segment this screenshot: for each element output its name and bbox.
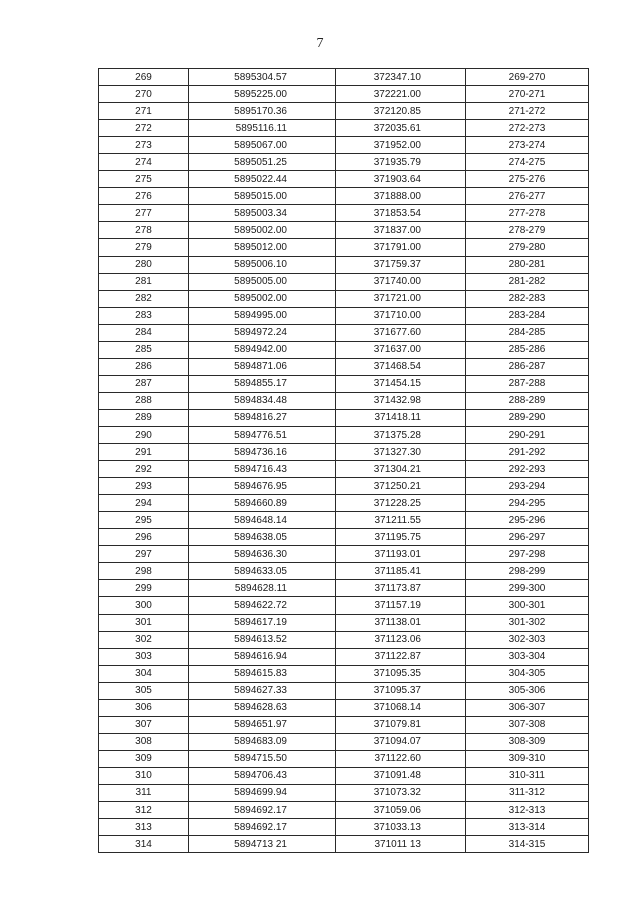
table-row — [99, 426, 589, 443]
y-coordinate-cell: 371122.87 — [336, 648, 466, 665]
segment-cell: 287-288 — [466, 375, 589, 392]
point-number-cell: 286 — [99, 358, 189, 375]
table-row — [99, 409, 589, 426]
segment-cell: 309-310 — [466, 750, 589, 767]
segment-cell: 294-295 — [466, 495, 589, 512]
point-number-cell: 284 — [99, 324, 189, 341]
table-row — [99, 733, 589, 750]
point-number-cell: 294 — [99, 495, 189, 512]
segment-cell: 293-294 — [466, 478, 589, 495]
point-number-cell: 276 — [99, 188, 189, 205]
table-row — [99, 750, 589, 767]
y-coordinate-cell: 372035.61 — [336, 120, 466, 137]
x-coordinate-cell: 5894816.27 — [189, 409, 336, 426]
x-coordinate-cell: 5894613.52 — [189, 631, 336, 648]
segment-cell: 313-314 — [466, 819, 589, 836]
x-coordinate-cell: 5894638.05 — [189, 529, 336, 546]
table-row — [99, 563, 589, 580]
table-row — [99, 716, 589, 733]
y-coordinate-cell: 371327.30 — [336, 444, 466, 461]
page-number: 7 — [316, 36, 324, 51]
table-row — [99, 171, 589, 188]
segment-cell: 276-277 — [466, 188, 589, 205]
table-row — [99, 324, 589, 341]
point-number-cell: 277 — [99, 205, 189, 222]
table-row — [99, 120, 589, 137]
point-number-cell: 300 — [99, 597, 189, 614]
coordinates-table-body — [99, 69, 589, 853]
y-coordinate-cell: 371952.00 — [336, 137, 466, 154]
y-coordinate-cell: 371185.41 — [336, 563, 466, 580]
y-coordinate-cell: 371791.00 — [336, 239, 466, 256]
x-coordinate-cell: 5894628.11 — [189, 580, 336, 597]
point-number-cell: 289 — [99, 409, 189, 426]
x-coordinate-cell: 5894706.43 — [189, 767, 336, 784]
segment-cell: 270-271 — [466, 86, 589, 103]
y-coordinate-cell: 371228.25 — [336, 495, 466, 512]
segment-cell: 292-293 — [466, 461, 589, 478]
x-coordinate-cell: 5895225.00 — [189, 86, 336, 103]
table-row — [99, 103, 589, 120]
x-coordinate-cell: 5895015.00 — [189, 188, 336, 205]
point-number-cell: 275 — [99, 171, 189, 188]
table-row — [99, 682, 589, 699]
table-row — [99, 222, 589, 239]
y-coordinate-cell: 371468.54 — [336, 358, 466, 375]
point-number-cell: 299 — [99, 580, 189, 597]
x-coordinate-cell: 5894651.97 — [189, 716, 336, 733]
table-row — [99, 256, 589, 273]
x-coordinate-cell: 5895170.36 — [189, 103, 336, 120]
y-coordinate-cell: 371123.06 — [336, 631, 466, 648]
table-row — [99, 580, 589, 597]
point-number-cell: 296 — [99, 529, 189, 546]
y-coordinate-cell: 371853.54 — [336, 205, 466, 222]
y-coordinate-cell: 371710.00 — [336, 307, 466, 324]
segment-cell: 300-301 — [466, 597, 589, 614]
table-row — [99, 836, 589, 853]
segment-cell: 272-273 — [466, 120, 589, 137]
x-coordinate-cell: 5895005.00 — [189, 273, 336, 290]
y-coordinate-cell: 371211.55 — [336, 512, 466, 529]
x-coordinate-cell: 5894628.63 — [189, 699, 336, 716]
x-coordinate-cell: 5894871.06 — [189, 358, 336, 375]
y-coordinate-cell: 371073.32 — [336, 784, 466, 801]
point-number-cell: 278 — [99, 222, 189, 239]
segment-cell: 297-298 — [466, 546, 589, 563]
y-coordinate-cell: 371138.01 — [336, 614, 466, 631]
y-coordinate-cell: 372347.10 — [336, 69, 466, 86]
y-coordinate-cell: 371095.37 — [336, 682, 466, 699]
y-coordinate-cell: 371195.75 — [336, 529, 466, 546]
x-coordinate-cell: 5894716.43 — [189, 461, 336, 478]
point-number-cell: 279 — [99, 239, 189, 256]
y-coordinate-cell: 371250.21 — [336, 478, 466, 495]
segment-cell: 302-303 — [466, 631, 589, 648]
table-row — [99, 546, 589, 563]
y-coordinate-cell: 371418.11 — [336, 409, 466, 426]
y-coordinate-cell: 371157.19 — [336, 597, 466, 614]
segment-cell: 274-275 — [466, 154, 589, 171]
table-row — [99, 290, 589, 307]
point-number-cell: 305 — [99, 682, 189, 699]
table-row — [99, 137, 589, 154]
table-row — [99, 69, 589, 86]
y-coordinate-cell: 371011 13 — [336, 836, 466, 853]
point-number-cell: 272 — [99, 120, 189, 137]
segment-cell: 269-270 — [466, 69, 589, 86]
y-coordinate-cell: 371094.07 — [336, 733, 466, 750]
x-coordinate-cell: 5894615.83 — [189, 665, 336, 682]
point-number-cell: 314 — [99, 836, 189, 853]
y-coordinate-cell: 371193.01 — [336, 546, 466, 563]
table-row — [99, 784, 589, 801]
x-coordinate-cell: 5894713 21 — [189, 836, 336, 853]
point-number-cell: 307 — [99, 716, 189, 733]
y-coordinate-cell: 371375.28 — [336, 426, 466, 443]
segment-cell: 271-272 — [466, 103, 589, 120]
x-coordinate-cell: 5894692.17 — [189, 819, 336, 836]
segment-cell: 310-311 — [466, 767, 589, 784]
table-row — [99, 614, 589, 631]
y-coordinate-cell: 371903.64 — [336, 171, 466, 188]
segment-cell: 281-282 — [466, 273, 589, 290]
point-number-cell: 308 — [99, 733, 189, 750]
point-number-cell: 281 — [99, 273, 189, 290]
point-number-cell: 301 — [99, 614, 189, 631]
segment-cell: 278-279 — [466, 222, 589, 239]
point-number-cell: 295 — [99, 512, 189, 529]
x-coordinate-cell: 5894636.30 — [189, 546, 336, 563]
table-row — [99, 631, 589, 648]
table-row — [99, 392, 589, 409]
table-row — [99, 767, 589, 784]
y-coordinate-cell: 371095.35 — [336, 665, 466, 682]
x-coordinate-cell: 5895012.00 — [189, 239, 336, 256]
point-number-cell: 302 — [99, 631, 189, 648]
point-number-cell: 310 — [99, 767, 189, 784]
x-coordinate-cell: 5895051.25 — [189, 154, 336, 171]
point-number-cell: 271 — [99, 103, 189, 120]
point-number-cell: 285 — [99, 341, 189, 358]
table-row — [99, 529, 589, 546]
point-number-cell: 290 — [99, 426, 189, 443]
table-row — [99, 358, 589, 375]
x-coordinate-cell: 5894633.05 — [189, 563, 336, 580]
y-coordinate-cell: 371122.60 — [336, 750, 466, 767]
table-row — [99, 802, 589, 819]
point-number-cell: 283 — [99, 307, 189, 324]
x-coordinate-cell: 5894627.33 — [189, 682, 336, 699]
segment-cell: 283-284 — [466, 307, 589, 324]
segment-cell: 314-315 — [466, 836, 589, 853]
segment-cell: 303-304 — [466, 648, 589, 665]
y-coordinate-cell: 371637.00 — [336, 341, 466, 358]
x-coordinate-cell: 5895002.00 — [189, 290, 336, 307]
table-row — [99, 461, 589, 478]
x-coordinate-cell: 5894995.00 — [189, 307, 336, 324]
segment-cell: 291-292 — [466, 444, 589, 461]
y-coordinate-cell: 371740.00 — [336, 273, 466, 290]
y-coordinate-cell: 371304.21 — [336, 461, 466, 478]
point-number-cell: 282 — [99, 290, 189, 307]
table-row — [99, 444, 589, 461]
point-number-cell: 309 — [99, 750, 189, 767]
x-coordinate-cell: 5895003.34 — [189, 205, 336, 222]
y-coordinate-cell: 371068.14 — [336, 699, 466, 716]
y-coordinate-cell: 372120.85 — [336, 103, 466, 120]
segment-cell: 311-312 — [466, 784, 589, 801]
segment-cell: 312-313 — [466, 802, 589, 819]
table-row — [99, 86, 589, 103]
y-coordinate-cell: 371033.13 — [336, 819, 466, 836]
table-row — [99, 205, 589, 222]
point-number-cell: 270 — [99, 86, 189, 103]
point-number-cell: 291 — [99, 444, 189, 461]
table-row — [99, 819, 589, 836]
y-coordinate-cell: 371837.00 — [336, 222, 466, 239]
x-coordinate-cell: 5894715.50 — [189, 750, 336, 767]
segment-cell: 308-309 — [466, 733, 589, 750]
x-coordinate-cell: 5894660.89 — [189, 495, 336, 512]
point-number-cell: 288 — [99, 392, 189, 409]
table-row — [99, 495, 589, 512]
point-number-cell: 313 — [99, 819, 189, 836]
y-coordinate-cell: 371091.48 — [336, 767, 466, 784]
x-coordinate-cell: 5894736.16 — [189, 444, 336, 461]
table-row — [99, 273, 589, 290]
y-coordinate-cell: 371432.98 — [336, 392, 466, 409]
table-row — [99, 341, 589, 358]
table-row — [99, 154, 589, 171]
point-number-cell: 280 — [99, 256, 189, 273]
segment-cell: 289-290 — [466, 409, 589, 426]
segment-cell: 301-302 — [466, 614, 589, 631]
segment-cell: 307-308 — [466, 716, 589, 733]
table-row — [99, 307, 589, 324]
segment-cell: 280-281 — [466, 256, 589, 273]
x-coordinate-cell: 5895067.00 — [189, 137, 336, 154]
segment-cell: 305-306 — [466, 682, 589, 699]
segment-cell: 286-287 — [466, 358, 589, 375]
y-coordinate-cell: 371721.00 — [336, 290, 466, 307]
table-row — [99, 665, 589, 682]
y-coordinate-cell: 371173.87 — [336, 580, 466, 597]
y-coordinate-cell: 371079.81 — [336, 716, 466, 733]
table-row — [99, 375, 589, 392]
point-number-cell: 312 — [99, 802, 189, 819]
segment-cell: 306-307 — [466, 699, 589, 716]
table-row — [99, 699, 589, 716]
point-number-cell: 293 — [99, 478, 189, 495]
y-coordinate-cell: 371059.06 — [336, 802, 466, 819]
x-coordinate-cell: 5894855.17 — [189, 375, 336, 392]
x-coordinate-cell: 5894692.17 — [189, 802, 336, 819]
table-row — [99, 188, 589, 205]
y-coordinate-cell: 371454.15 — [336, 375, 466, 392]
x-coordinate-cell: 5894683.09 — [189, 733, 336, 750]
x-coordinate-cell: 5895304.57 — [189, 69, 336, 86]
point-number-cell: 297 — [99, 546, 189, 563]
x-coordinate-cell: 5894676.95 — [189, 478, 336, 495]
table-row — [99, 478, 589, 495]
y-coordinate-cell: 372221.00 — [336, 86, 466, 103]
x-coordinate-cell: 5895006.10 — [189, 256, 336, 273]
segment-cell: 285-286 — [466, 341, 589, 358]
point-number-cell: 298 — [99, 563, 189, 580]
segment-cell: 299-300 — [466, 580, 589, 597]
table-row — [99, 648, 589, 665]
segment-cell: 295-296 — [466, 512, 589, 529]
x-coordinate-cell: 5894617.19 — [189, 614, 336, 631]
x-coordinate-cell: 5894776.51 — [189, 426, 336, 443]
segment-cell: 273-274 — [466, 137, 589, 154]
point-number-cell: 292 — [99, 461, 189, 478]
segment-cell: 279-280 — [466, 239, 589, 256]
x-coordinate-cell: 5895002.00 — [189, 222, 336, 239]
point-number-cell: 303 — [99, 648, 189, 665]
x-coordinate-cell: 5894622.72 — [189, 597, 336, 614]
y-coordinate-cell: 371888.00 — [336, 188, 466, 205]
x-coordinate-cell: 5894699.94 — [189, 784, 336, 801]
segment-cell: 298-299 — [466, 563, 589, 580]
segment-cell: 296-297 — [466, 529, 589, 546]
y-coordinate-cell: 371935.79 — [336, 154, 466, 171]
segment-cell: 282-283 — [466, 290, 589, 307]
segment-cell: 290-291 — [466, 426, 589, 443]
table-row — [99, 512, 589, 529]
point-number-cell: 311 — [99, 784, 189, 801]
coordinates-table — [98, 68, 589, 853]
x-coordinate-cell: 5894648.14 — [189, 512, 336, 529]
point-number-cell: 306 — [99, 699, 189, 716]
point-number-cell: 273 — [99, 137, 189, 154]
x-coordinate-cell: 5894616.94 — [189, 648, 336, 665]
table-row — [99, 597, 589, 614]
x-coordinate-cell: 5894942.00 — [189, 341, 336, 358]
segment-cell: 275-276 — [466, 171, 589, 188]
segment-cell: 288-289 — [466, 392, 589, 409]
point-number-cell: 274 — [99, 154, 189, 171]
point-number-cell: 269 — [99, 69, 189, 86]
point-number-cell: 304 — [99, 665, 189, 682]
point-number-cell: 287 — [99, 375, 189, 392]
x-coordinate-cell: 5894972.24 — [189, 324, 336, 341]
x-coordinate-cell: 5894834.48 — [189, 392, 336, 409]
table-row — [99, 239, 589, 256]
segment-cell: 277-278 — [466, 205, 589, 222]
segment-cell: 284-285 — [466, 324, 589, 341]
segment-cell: 304-305 — [466, 665, 589, 682]
y-coordinate-cell: 371759.37 — [336, 256, 466, 273]
x-coordinate-cell: 5895116.11 — [189, 120, 336, 137]
y-coordinate-cell: 371677.60 — [336, 324, 466, 341]
x-coordinate-cell: 5895022.44 — [189, 171, 336, 188]
